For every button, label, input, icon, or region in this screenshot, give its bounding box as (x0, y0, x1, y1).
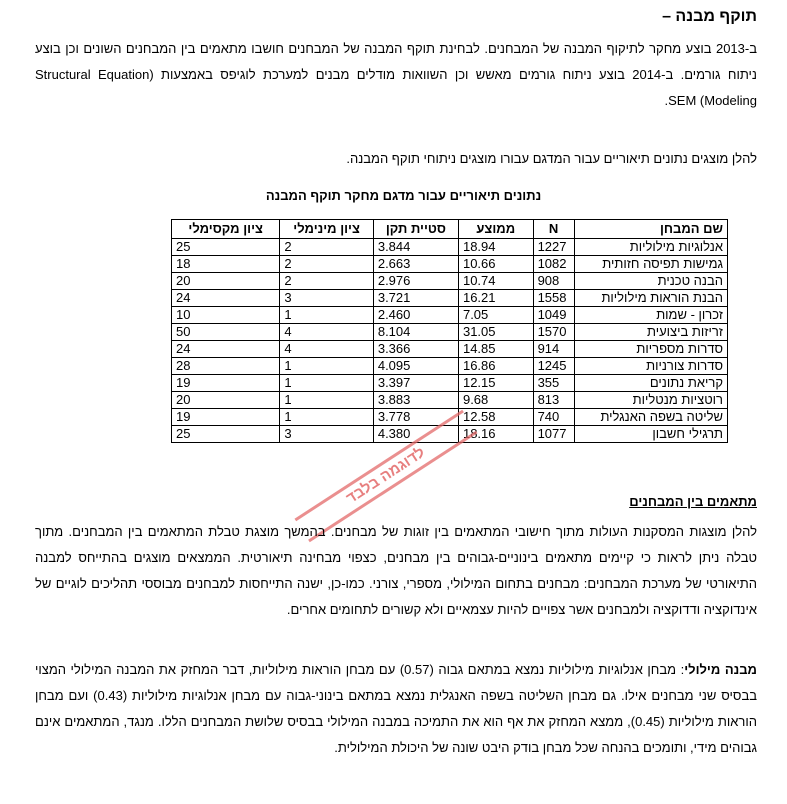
table-caption: נתונים תיאוריים עבור מדגם מחקר תוקף המבנה (265, 188, 542, 203)
cell-n: 914 (533, 341, 574, 358)
table-row (172, 256, 728, 273)
cell-max: 20 (172, 273, 280, 290)
cell-n: 1077 (533, 426, 574, 443)
table-row (172, 239, 728, 256)
cell-min: 2 (280, 256, 374, 273)
cell-max: 50 (172, 324, 280, 341)
cell-mean: 18.16 (458, 426, 533, 443)
cell-sd: 3.883 (373, 392, 458, 409)
cell-sd: 3.366 (373, 341, 458, 358)
cell-test-name: זכרון - שמות (574, 307, 727, 324)
cell-test-name: זריזות ביצועית (574, 324, 727, 341)
cell-test-name: סדרות צורניות (574, 358, 727, 375)
cell-min: 2 (280, 239, 374, 256)
cell-test-name: גמישות תפיסה חזותית (574, 256, 727, 273)
cell-mean: 14.85 (458, 341, 533, 358)
table-row (172, 358, 728, 375)
section-title: תוקף מבנה – (662, 8, 757, 25)
cell-sd: 3.844 (373, 239, 458, 256)
cell-n: 1570 (533, 324, 574, 341)
data-intro-paragraph: להלן מוצגים נתונים תיאוריים עבור המדגם עבורו מוצגים ניתוחי תוקף המבנה. (346, 151, 757, 166)
cell-max: 28 (172, 358, 280, 375)
table-row (172, 273, 728, 290)
verbal-structure-text: : מבחן אנלוגיות מילוליות נמצא במתאם גבוה (0.57) עם מבחן הוראות מילוליות, דבר המחזק את המבנה המילולי המצוי בבסיס שני מבחנים אילו. גם מבחן השליטה בשפה האנגלית נמצא במתאם בינוני-גבוה עם מבחן אנלוגיות מילוליות (0.43) ועם מבחן הוראות מילוליות (0.45), ממצא המחזק את אף הוא את התמיכה במבנה המילולי בבסיס שלושת המבחנים הללו. מנגד, המתאמים אינם גבוהים מידי, ותומכים בהנחה שכל מבחן בודק היבט שונה של היכולת המילולית. (35, 662, 757, 755)
cell-max: 18 (172, 256, 280, 273)
cell-test-name: סדרות מספריות (574, 341, 727, 358)
cell-mean: 7.05 (458, 307, 533, 324)
cell-sd: 4.095 (373, 358, 458, 375)
cell-test-name: הבנת הוראות מילוליות (574, 290, 727, 307)
cell-min: 1 (280, 392, 374, 409)
cell-sd: 2.663 (373, 256, 458, 273)
cell-mean: 12.15 (458, 375, 533, 392)
cell-sd: 3.778 (373, 409, 458, 426)
cell-mean: 12.58 (458, 409, 533, 426)
table-row (172, 341, 728, 358)
cell-max: 24 (172, 341, 280, 358)
table-row (172, 375, 728, 392)
table-row (172, 307, 728, 324)
cell-n: 1558 (533, 290, 574, 307)
cell-sd: 3.397 (373, 375, 458, 392)
cell-sd: 3.721 (373, 290, 458, 307)
cell-n: 813 (533, 392, 574, 409)
cell-max: 10 (172, 307, 280, 324)
cell-n: 740 (533, 409, 574, 426)
cell-max: 25 (172, 239, 280, 256)
header-n: N (533, 220, 574, 239)
cell-n: 355 (533, 375, 574, 392)
cell-min: 4 (280, 324, 374, 341)
cell-n: 1245 (533, 358, 574, 375)
cell-mean: 10.66 (458, 256, 533, 273)
header-test-name: שם המבחן (574, 220, 727, 239)
cell-sd: 2.460 (373, 307, 458, 324)
sample-watermark-stamp: לדוגמה בלבד (295, 410, 478, 542)
cell-n: 1049 (533, 307, 574, 324)
header-mean: ממוצע (458, 220, 533, 239)
header-sd: סטיית תקן (373, 220, 458, 239)
cell-min: 1 (280, 358, 374, 375)
cell-mean: 31.05 (458, 324, 533, 341)
cell-mean: 18.94 (458, 239, 533, 256)
verbal-structure-lead: מבנה מילולי (684, 662, 757, 677)
cell-min: 1 (280, 375, 374, 392)
cell-min: 4 (280, 341, 374, 358)
header-min: ציון מינימלי (280, 220, 374, 239)
cell-min: 3 (280, 426, 374, 443)
descriptive-stats-table (171, 219, 728, 443)
cell-max: 20 (172, 392, 280, 409)
cell-mean: 10.74 (458, 273, 533, 290)
cell-n: 908 (533, 273, 574, 290)
cell-test-name: רוטציות מנטליות (574, 392, 727, 409)
table-header-row (172, 220, 728, 239)
cell-n: 1082 (533, 256, 574, 273)
cell-mean: 16.86 (458, 358, 533, 375)
cell-max: 25 (172, 426, 280, 443)
table-row (172, 290, 728, 307)
cell-sd: 2.976 (373, 273, 458, 290)
table-row (172, 324, 728, 341)
cell-test-name: הבנה טכנית (574, 273, 727, 290)
cell-n: 1227 (533, 239, 574, 256)
cell-max: 19 (172, 409, 280, 426)
cell-min: 3 (280, 290, 374, 307)
cell-test-name: תרגילי חשבון (574, 426, 727, 443)
header-max: ציון מקסימלי (172, 220, 280, 239)
cell-mean: 9.68 (458, 392, 533, 409)
cell-max: 19 (172, 375, 280, 392)
correlations-subheading: מתאמים בין המבחנים (629, 494, 757, 509)
intro-paragraph: ב-2013 בוצע מחקר לתיקוף המבנה של המבחנים. לבחינת תוקף המבנה של המבחנים חושבו מתאמים בין המבחנים השונים וכן בוצע ניתוח גורמים. ב-2014 בוצע ניתוח גורמים מאשש וכן השוואות מודלים מבנים למערכת לוגיפס באמצעות (Structural Equation Modeling) SEM. (35, 41, 757, 108)
cell-sd: 4.380 (373, 426, 458, 443)
verbal-structure-paragraph (35, 657, 757, 761)
correlations-paragraph: להלן מוצגות המסקנות העולות מתוך חישובי המתאמים בין זוגות של מבחנים. בהמשך מוצגת טבלת המתאמים בין המבחנים. מתוך טבלה ניתן לראות כי קיימים מתאמים בינוניים-גבוהים בין מבחנים, כצפוי מבחינה תיאורטית. הממצאים מוצגים בהתייחס למבנה התיאורטי של מערכת המבחנים: מבחנים בתחום המילולי, מספרי, צורני. כמו-כן, ישנה התייחסות למבחנים מבוססי תהליכים לוגיים של אינדוקציה ודדוקציה ולמבחנים אשר צפויים להיות עצמאיים ולא קשורים לתחומים אחרים. (35, 524, 757, 617)
cell-min: 1 (280, 409, 374, 426)
cell-min: 2 (280, 273, 374, 290)
cell-max: 24 (172, 290, 280, 307)
cell-sd: 8.104 (373, 324, 458, 341)
cell-test-name: קריאת נתונים (574, 375, 727, 392)
cell-test-name: שליטה בשפה האנגלית (574, 409, 727, 426)
cell-mean: 16.21 (458, 290, 533, 307)
cell-min: 1 (280, 307, 374, 324)
table-body (172, 239, 728, 443)
cell-test-name: אנלוגיות מילוליות (574, 239, 727, 256)
table-row (172, 392, 728, 409)
